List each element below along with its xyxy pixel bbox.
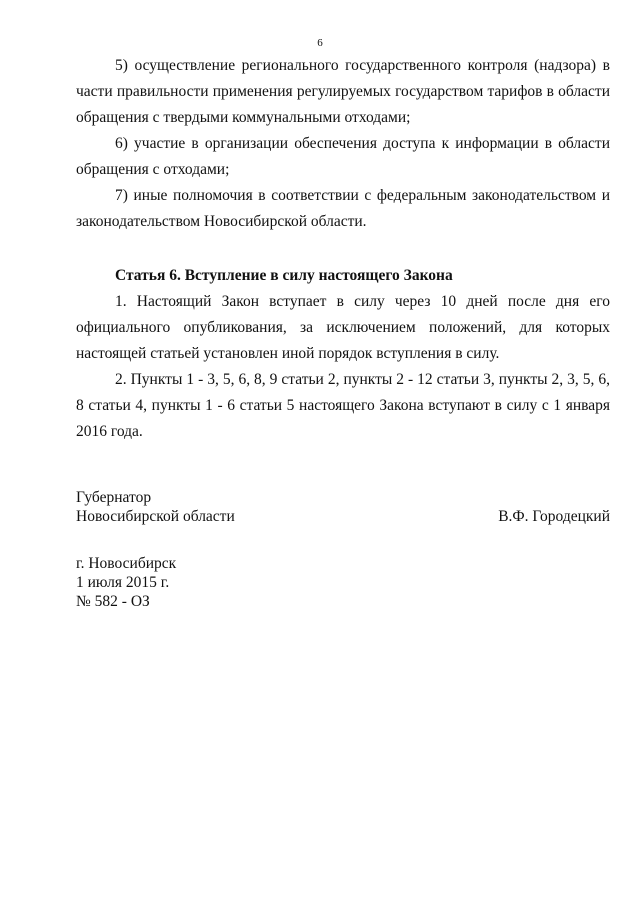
signature-row [76, 507, 610, 526]
paragraph-item-5: 5) осуществление регионального государственного контроля (надзора) в части правильности применения регулируемых государством тарифов в области обращения с твердыми коммунальными отходами; [76, 57, 610, 126]
section-gap [76, 235, 610, 263]
paragraph-item-7: 7) иные полномочия в соответствии с федеральным законодательством и законодательством Новосибирской области. [76, 187, 610, 230]
article-6-point-2: 2. Пункты 1 - 3, 5, 6, 8, 9 статьи 2, пункты 2 - 12 статьи 3, пункты 2, 3, 5, 6, 8 статьи 4, пункты 1 - 6 статьи 5 настоящего Закона вступают в силу с 1 января 2016 года. [76, 371, 610, 440]
signatory-title-line2: Новосибирской области [76, 508, 235, 525]
signatory-title-line1: Губернатор [76, 489, 152, 506]
page-number: 6 [317, 37, 323, 49]
article-6-heading: Статья 6. Вступление в силу настоящего Закона [115, 267, 453, 284]
article-6-point-1: 1. Настоящий Закон вступает в силу через 10 дней после дня его официального опубликования, за исключением положений, для которых настоящей статьей установлен иной порядок вступления в силу. [76, 293, 610, 362]
signatory-name: В.Ф. Городецкий [498, 508, 610, 525]
place-date-block [76, 554, 176, 611]
place-of-signing: г. Новосибирск [76, 555, 177, 572]
signature-block [76, 488, 610, 526]
signing-date: 1 июля 2015 г. [76, 574, 170, 591]
document-body [76, 53, 610, 445]
paragraph-item-6: 6) участие в организации обеспечения доступа к информации в области обращения с отходами; [76, 135, 610, 178]
law-number: № 582 - ОЗ [76, 593, 150, 610]
